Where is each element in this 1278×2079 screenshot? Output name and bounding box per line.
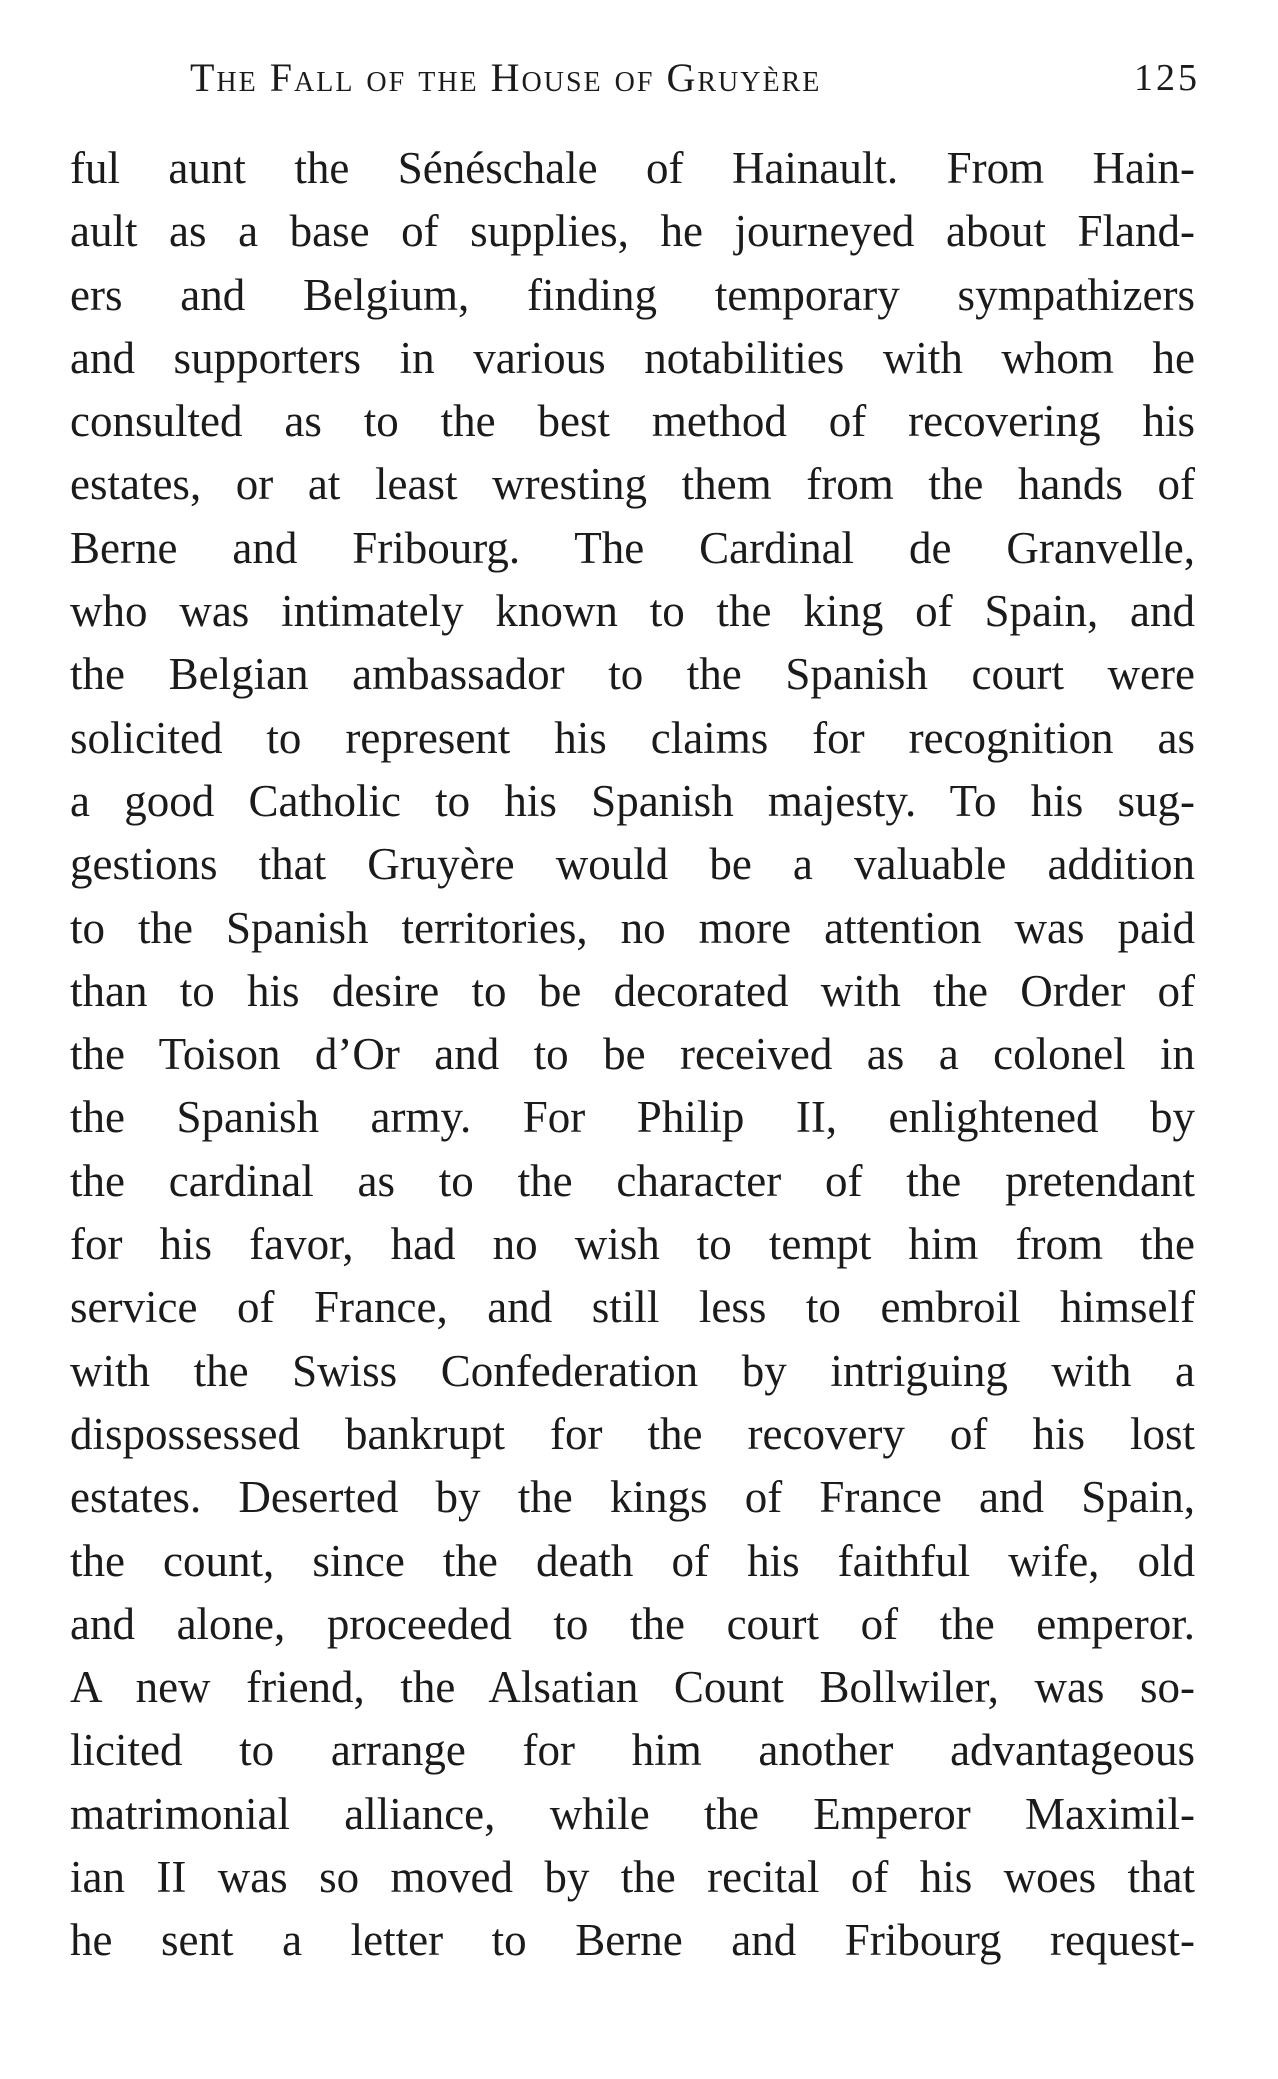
text-line: and alone, proceeded to the court of the emperor.	[70, 1598, 1195, 1649]
text-line: than to his desire to be decorated with the Order of	[70, 965, 1195, 1016]
text-line: a good Catholic to his Spanish majesty. To his sug-	[70, 775, 1195, 826]
text-line: gestions that Gruyère would be a valuable addition	[70, 839, 1195, 890]
text-line: the Toison d’Or and to be received as a colonel in	[70, 1029, 1195, 1080]
running-title: The Fall of the House of Gruyère	[190, 55, 822, 100]
text-line: ers and Belgium, finding temporary sympathizers	[70, 269, 1195, 320]
text-line: ian II was so moved by the recital of his woes that	[70, 1852, 1195, 1903]
text-line: the Spanish army. For Philip II, enlightened by	[70, 1092, 1195, 1143]
body-text	[70, 137, 1195, 1973]
text-line: solicited to represent his claims for recognition as	[70, 712, 1195, 763]
text-line: A new friend, the Alsatian Count Bollwiler, was so-	[70, 1662, 1195, 1713]
text-line: consulted as to the best method of recovering his	[70, 396, 1195, 447]
page-number: 125	[1134, 57, 1200, 99]
text-line: ault as a base of supplies, he journeyed about Fland-	[70, 206, 1195, 257]
text-line: the cardinal as to the character of the pretendant	[70, 1155, 1195, 1206]
text-line: dispossessed bankrupt for the recovery of his lost	[70, 1408, 1195, 1459]
text-line: matrimonial alliance, while the Emperor Maximil-	[70, 1788, 1195, 1839]
text-line: licited to arrange for him another advantageous	[70, 1725, 1195, 1776]
text-line: who was intimately known to the king of Spain, and	[70, 586, 1195, 637]
text-line: the count, since the death of his faithful wife, old	[70, 1535, 1195, 1586]
running-head	[190, 54, 1200, 114]
text-line: Berne and Fribourg. The Cardinal de Granvelle,	[70, 522, 1195, 573]
text-line: estates, or at least wresting them from the hands of	[70, 459, 1195, 510]
text-line: service of France, and still less to embroil himself	[70, 1282, 1195, 1333]
text-line: to the Spanish territories, no more attention was paid	[70, 902, 1195, 953]
text-line: the Belgian ambassador to the Spanish court were	[70, 649, 1195, 700]
text-line: ful aunt the Sénéschale of Hainault. From Hain-	[70, 143, 1195, 193]
text-line: with the Swiss Confederation by intriguing with a	[70, 1345, 1195, 1396]
text-line: for his favor, had no wish to tempt him from the	[70, 1219, 1195, 1270]
text-line: he sent a letter to Berne and Fribourg request-	[70, 1915, 1195, 1966]
text-line: estates. Deserted by the kings of France and Spain,	[70, 1472, 1195, 1523]
text-line: and supporters in various notabilities with whom he	[70, 332, 1195, 383]
